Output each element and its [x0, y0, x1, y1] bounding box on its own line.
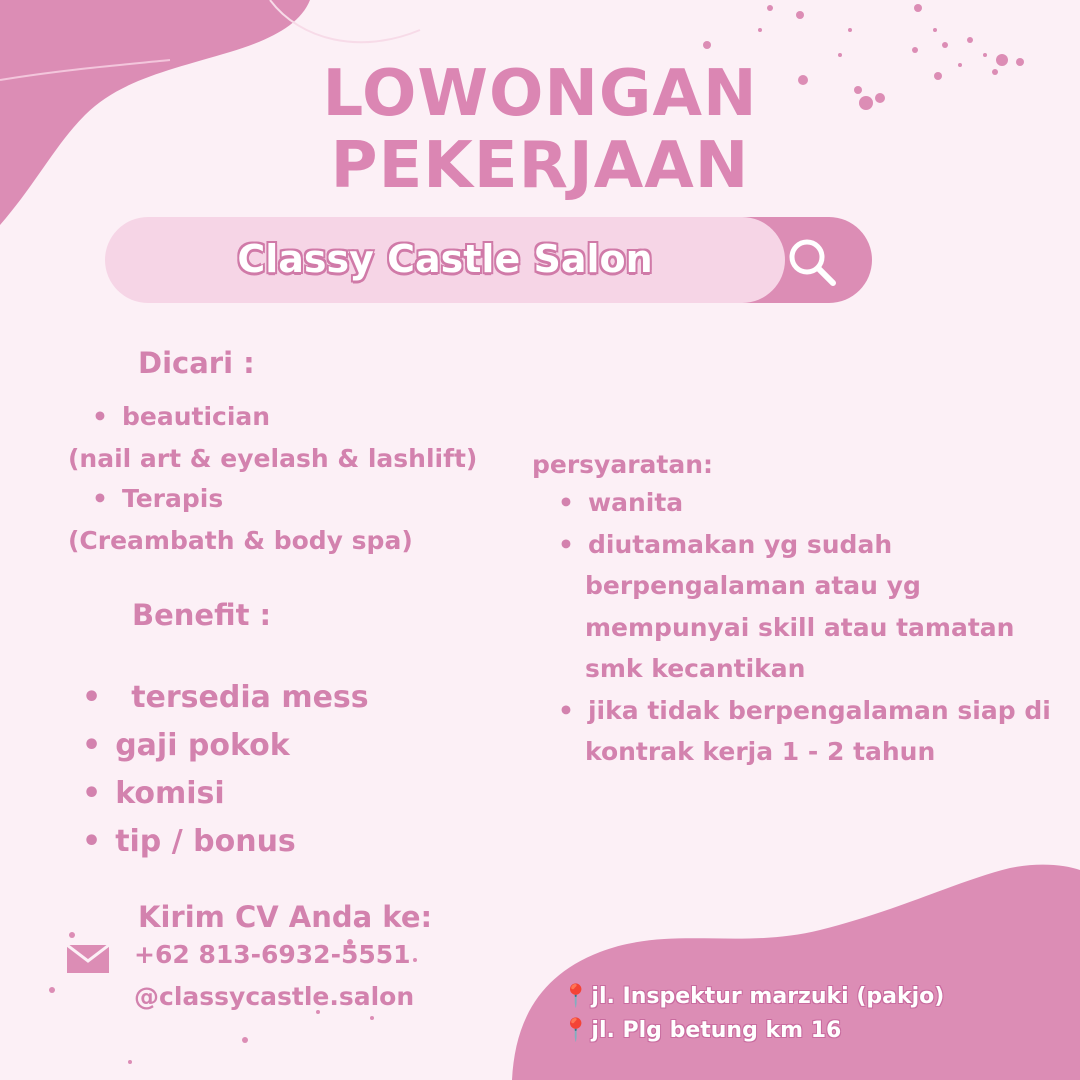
map-pin-icon: 📍 [562, 984, 590, 1009]
persyaratan-heading: persyaratan: [532, 450, 714, 479]
persyaratan-item-2-line-2: berpengalaman atau yg [585, 571, 921, 600]
contact-instagram[interactable]: @classycastle.salon [134, 982, 415, 1011]
map-pin-icon: 📍 [562, 1018, 590, 1043]
dicari-item-terapis-detail: (Creambath & body spa) [68, 526, 413, 555]
persyaratan-item-2-line-4: smk kecantikan [585, 654, 806, 683]
search-text: Classy Castle Salon [237, 237, 653, 281]
persyaratan-item-wanita: • wanita [558, 488, 683, 517]
persyaratan-item-3-line-1: • jika tidak berpengalaman siap di [558, 696, 1051, 725]
dicari-item-beautician-detail: (nail art & eyelash & lashlift) [68, 444, 478, 473]
persyaratan-item-2-line-1: • diutamakan yg sudah [558, 530, 892, 559]
dicari-heading: Dicari : [138, 346, 255, 380]
benefit-heading: Benefit : [132, 598, 272, 632]
title-line-2: PEKERJAAN [330, 129, 750, 203]
persyaratan-item-2-line-3: mempunyai skill atau tamatan [585, 613, 1015, 642]
benefit-item: • gaji pokok [82, 728, 290, 763]
search-bar [105, 217, 872, 303]
title-line-1: LOWONGAN [322, 57, 758, 131]
location-2: 📍jl. Plg betung km 16 [562, 1018, 842, 1043]
contact-phone[interactable]: +62 813-6932-5551 [134, 940, 411, 969]
location-1: 📍jl. Inspektur marzuki (pakjo) [562, 984, 945, 1009]
benefit-item: • komisi [82, 776, 225, 811]
mail-icon [67, 945, 109, 973]
persyaratan-item-3-line-2: kontrak kerja 1 - 2 tahun [585, 737, 936, 766]
dicari-item-beautician: • beautician [92, 402, 270, 431]
contact-heading: Kirim CV Anda ke: [138, 900, 433, 934]
benefit-item: • tersedia mess [82, 680, 369, 715]
search-icon[interactable] [785, 235, 841, 291]
benefit-item: • tip / bonus [82, 824, 296, 859]
dicari-item-terapis: • Terapis [92, 484, 223, 513]
